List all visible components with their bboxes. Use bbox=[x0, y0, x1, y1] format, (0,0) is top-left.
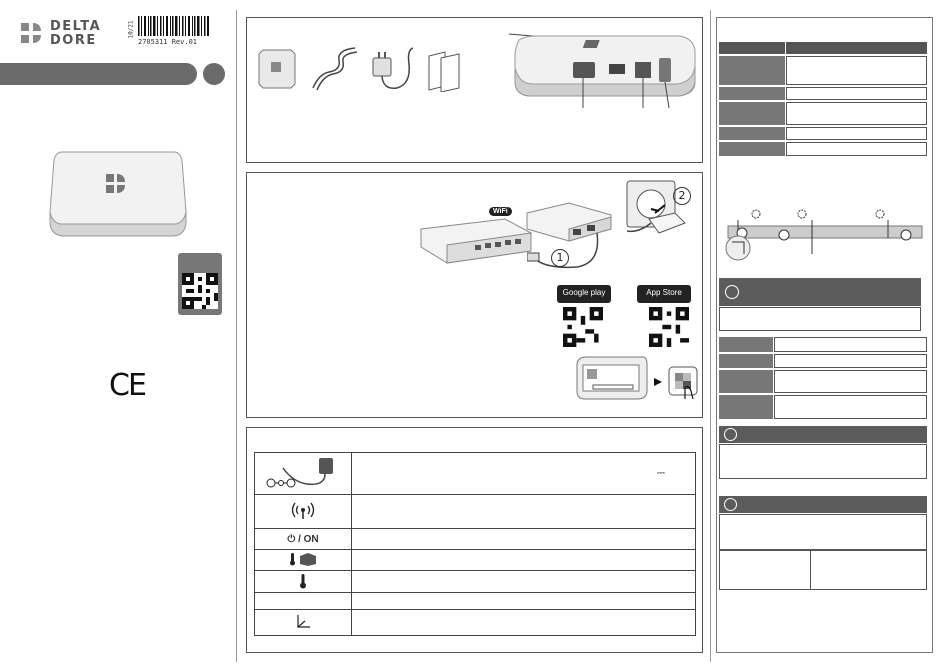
gateway-label-image bbox=[573, 355, 649, 403]
status-led-icon-2 bbox=[724, 428, 737, 441]
dc-adapter-polarity-icon bbox=[263, 456, 343, 490]
brand-logo bbox=[18, 18, 118, 48]
status-header-2 bbox=[719, 426, 927, 443]
status-body-3 bbox=[719, 514, 927, 550]
column-divider-right bbox=[710, 10, 711, 662]
led-value-4 bbox=[774, 395, 927, 419]
table-row bbox=[255, 593, 696, 610]
row-value-4 bbox=[786, 127, 927, 140]
arrow-right-icon bbox=[653, 377, 663, 387]
symbol-cell bbox=[255, 453, 352, 495]
status-led-icon-3 bbox=[724, 498, 737, 511]
table-row bbox=[255, 495, 696, 529]
led-value-3 bbox=[774, 370, 927, 393]
title-bar bbox=[0, 63, 197, 85]
ethernet-connection-cable-icon bbox=[527, 233, 617, 277]
google-play-qr-icon bbox=[563, 307, 603, 347]
symbol-cell bbox=[255, 550, 352, 571]
description-cell bbox=[352, 453, 696, 495]
step-2-number: 2 bbox=[678, 189, 686, 202]
qr-card bbox=[178, 253, 222, 315]
symbol-cell bbox=[255, 571, 352, 593]
ce-mark: CE bbox=[109, 368, 145, 403]
description-cell bbox=[352, 571, 696, 593]
description-cell bbox=[352, 550, 696, 571]
table-row bbox=[255, 453, 696, 495]
button-press-timeline bbox=[720, 206, 930, 268]
led-label-2 bbox=[719, 354, 773, 368]
box-contents-panel bbox=[246, 17, 703, 163]
column-divider-left bbox=[236, 10, 237, 662]
app-store-badge[interactable] bbox=[637, 285, 691, 303]
radio-signal-icon bbox=[291, 502, 315, 520]
gateway-rear-view-image bbox=[509, 20, 703, 108]
header-divider bbox=[785, 42, 786, 54]
row-value-1 bbox=[786, 56, 927, 85]
description-cell bbox=[352, 610, 696, 636]
status-header-3 bbox=[719, 496, 927, 513]
table-row bbox=[255, 529, 696, 550]
row-value-2 bbox=[786, 87, 927, 100]
router-image bbox=[415, 211, 535, 267]
google-play-badge[interactable] bbox=[557, 285, 611, 303]
app-tap-icon bbox=[667, 365, 699, 401]
led-value-2 bbox=[774, 354, 927, 368]
row-label-1 bbox=[719, 56, 785, 85]
led-label-4 bbox=[719, 395, 773, 419]
table-header bbox=[719, 42, 927, 54]
row-label-2 bbox=[719, 87, 785, 100]
row-value-5 bbox=[786, 142, 927, 156]
app-store-label: App Store bbox=[646, 288, 682, 297]
brand-line1: DELTA bbox=[50, 19, 102, 34]
description-cell bbox=[352, 495, 696, 529]
status-sub-right bbox=[810, 550, 927, 590]
step-1-label bbox=[551, 249, 569, 267]
app-store-qr-icon bbox=[649, 307, 689, 347]
wifi-label: WiFi bbox=[493, 208, 508, 215]
altitude-axes-icon bbox=[295, 614, 311, 630]
title-bar-dot bbox=[203, 63, 225, 85]
symbol-cell bbox=[255, 529, 352, 550]
row-label-4 bbox=[719, 127, 785, 140]
thermometer-icon bbox=[299, 573, 307, 589]
symbol-cell bbox=[255, 495, 352, 529]
barcode-ref: 2705311 Rev.01 bbox=[138, 38, 198, 46]
table-row bbox=[255, 571, 696, 593]
description-cell bbox=[352, 529, 696, 550]
description-cell bbox=[352, 593, 696, 610]
led-value-1 bbox=[774, 337, 927, 352]
status-led-icon-1 bbox=[725, 285, 739, 299]
status-body-1 bbox=[719, 307, 921, 331]
row-label-5 bbox=[719, 142, 785, 156]
symbols-table bbox=[254, 452, 696, 636]
wifi-badge bbox=[489, 207, 512, 216]
row-value-3 bbox=[786, 102, 927, 125]
led-states-table bbox=[719, 337, 927, 419]
dc-symbol: ⎓ bbox=[657, 468, 665, 479]
status-body-2 bbox=[719, 444, 927, 479]
indoor-temperature-icon bbox=[288, 552, 318, 566]
documentation-icon bbox=[427, 50, 463, 92]
qr-code-icon bbox=[182, 273, 218, 309]
gateway-device-image bbox=[48, 146, 188, 242]
table-row bbox=[255, 550, 696, 571]
led-label-3 bbox=[719, 370, 773, 393]
installation-panel bbox=[246, 172, 703, 418]
table-row bbox=[255, 610, 696, 636]
symbol-cell bbox=[255, 593, 352, 610]
ethernet-cable-icon bbox=[309, 44, 359, 94]
google-play-label: Google play bbox=[562, 288, 606, 297]
barcode-date: 10/21 bbox=[127, 20, 135, 39]
delta-dore-logo-icon bbox=[18, 20, 44, 46]
brand-line2: DORE bbox=[50, 33, 97, 48]
step-2-label bbox=[673, 187, 691, 205]
wall-mount-icon bbox=[257, 46, 297, 90]
power-adapter-icon bbox=[369, 44, 417, 96]
power-on-label: ⏻ / ON bbox=[287, 533, 319, 545]
row-label-3 bbox=[719, 102, 785, 125]
step-1-number: 1 bbox=[556, 251, 564, 264]
status-sub-left bbox=[719, 550, 811, 590]
barcode-bars-icon bbox=[138, 16, 210, 36]
barcode bbox=[128, 16, 210, 50]
characteristics-table bbox=[719, 42, 927, 156]
symbol-cell bbox=[255, 610, 352, 636]
status-header-1 bbox=[719, 278, 921, 306]
led-label-1 bbox=[719, 337, 773, 352]
